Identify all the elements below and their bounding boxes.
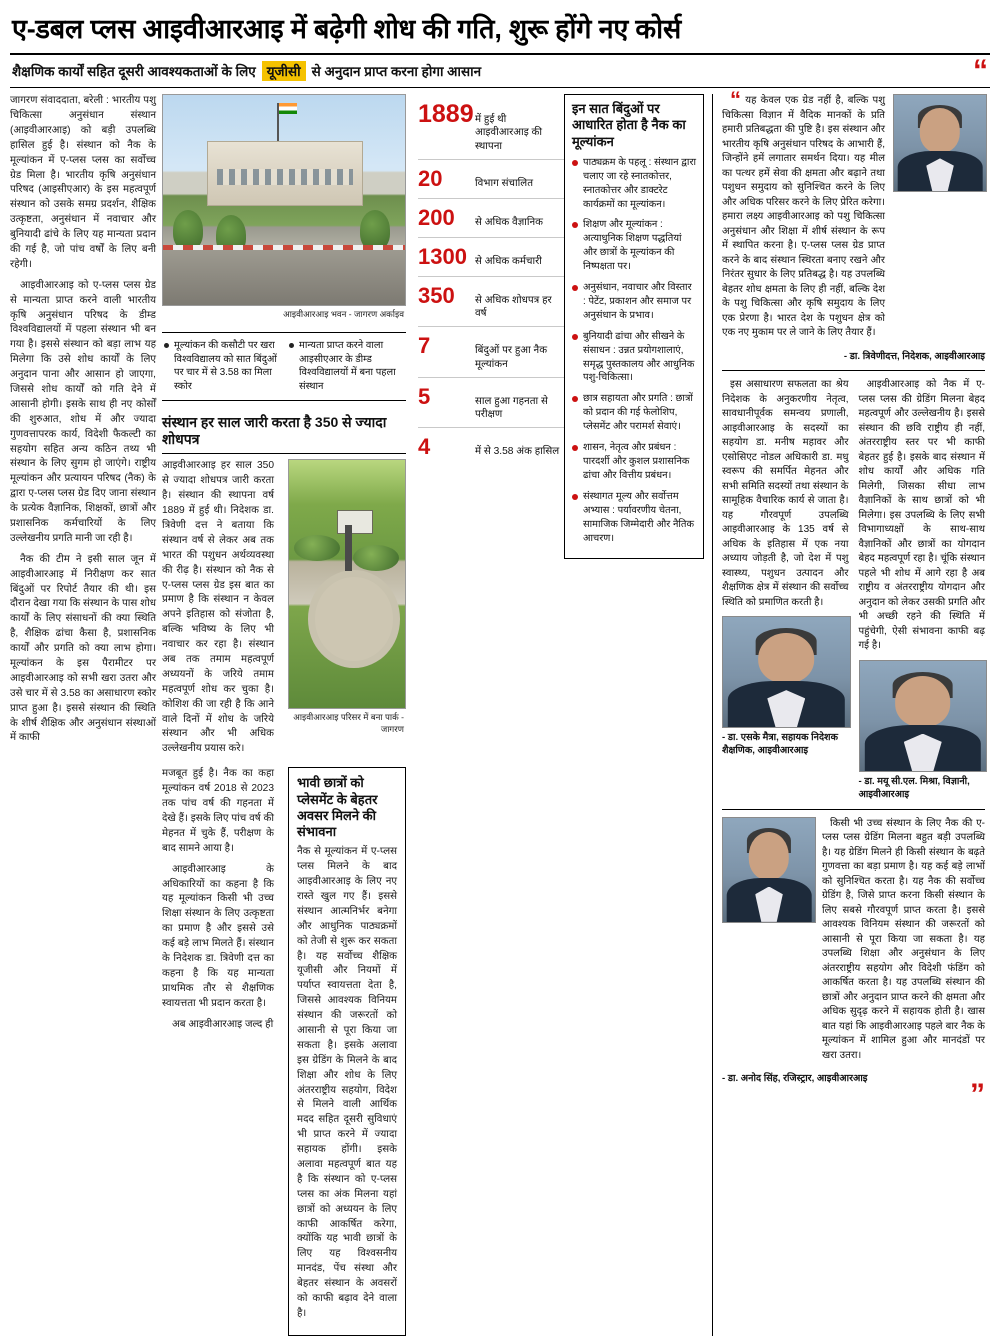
quote-portraits-row (722, 378, 985, 801)
quote-1-credit: - डा. एसके मैत्रा, सहायक निदेशक शैक्षणिक, आइवीआरआइ (722, 732, 838, 757)
tree-icon (173, 210, 203, 250)
park-circle-path (308, 570, 401, 668)
bullet-icon (572, 445, 578, 451)
stat-row (418, 160, 564, 199)
bush-icon (294, 535, 340, 561)
park-post (345, 525, 352, 571)
stat-label: से अधिक वैज्ञानिक (475, 216, 544, 228)
evaluation-point (572, 392, 696, 434)
divider (722, 370, 985, 371)
story2-paragraph: आइवीआरआइ हर साल 350 से ज्यादा शोधपत्र जारी करता है। संस्थान की स्थापना वर्ष 1889 में हुई थी। निदेशक डा. त्रिवेणी दत्त ने बताया कि संस्थान वर्ष से लेकर अब तक भारत की पशुधन अर्थव्यवस्था की रीढ़ है। संस्थान को नैक से ए-प्लस प्लस ग्रेड इस बात का प्रमाण है कि संस्थान न केवल अपने इतिहास को संजोता है, बल्कि भविष्य के लिए भी नवाचार कर रहा है। संस्थान अब तक तमाम महत्वपूर्ण अध्ययनों के जरिये तमाम महत्वपूर्ण शोध कर चुका है। कोशिश की जा रही है कि आने वाले दिनों में शोध के जरिये संस्थान और भी अधिक उल्लेखनीय प्रयास करे। (162, 460, 274, 755)
quote-block-2 (859, 378, 986, 801)
evaluation-point-text: बुनियादी ढांचा और सीखने के संसाधन : उन्नत प्रयोगशालाएं, समृद्ध पुस्तकालय और आधुनिक पशु-चिकित्सा। (583, 330, 695, 384)
evaluation-points-title: इन सात बिंदुओं पर आधारित होता है नैक का मूल्यांकन (572, 101, 686, 149)
evaluation-point (572, 490, 696, 546)
evaluation-point-text: संस्थागत मूल्य और सर्वोत्तम अभ्यास : पर्यावरणीय चेतना, सामाजिक जिम्मेदारी और नैतिक आचरण। (583, 490, 695, 544)
face-shape (758, 633, 814, 684)
mini-point (164, 339, 279, 394)
story3-paragraph-2: आइवीआरआइ के अधिकारियों का कहना है कि यह मूल्यांकन किसी भी उच्च शिक्षा संस्थान के लिए उत्कृष्टता का प्रमाण है और इससे उसे कई बड़े लाभ मिलते हैं। संस्थान के निदेशक डा. त्रिवेणी दत्त का कहना है कि यह मान्यता प्राथमिक तौर से शैक्षणिक स्वायत्तता भी प्रदान करता है। (162, 863, 274, 1009)
evaluation-point-text: छात्र सहायता और प्रगति : छात्रों को प्रदान की गई फेलोशिप, प्लेसमेंट और परामर्श सेवाएं। (583, 393, 693, 433)
stat-label: विभाग संचालित (475, 177, 534, 189)
quote-2-text (859, 378, 986, 654)
director-quote-body: यह केवल एक ग्रेड नहीं है, बल्कि पशु चिकित्सा विज्ञान में वैदिक मानकों के प्रति हमारी प्रतिबद्धता की पुष्टि है। इस संस्थान और भारतीय कृषि अनुसंधान परिषद के आभारी हैं, जिन्होंने हमें लगातार समर्थन दिया। यह मील का पत्थर हमें सेवा की क्षमता और बढ़ाने तथा पशुधन समुदाय को सुनिश्चित करने के लिए और अधिक परिसर करने के लिए प्रेरित करेगा। हमारा लक्ष्य आइवीआरआइ को पशु चिकित्सा अनुसंधान और शिक्षा में शीर्ष संस्थान के रूप में स्थापित करना है। ए-प्लस प्लस ग्रेड प्राप्त करने के बाद संस्थान स्थिरता बनाए रखने और निरंतर सुधार के लिए प्रतिबद्ध है। यह उपलब्धि बेहतर शोध क्षमता के लिए ही नहीं, बल्कि देश के पशु चिकित्सा और कृषि समुदाय के लिए एक प्रेरणा है। भारत देश के पशुधन क्षेत्र को एक नए मुकाम पर ले जाने के लिए तैयार हैं। (722, 95, 885, 339)
lead-paragraph-3: नैक की टीम ने इसी साल जून में आइवीआरआइ में निरीक्षण कर सात बिंदुओं पर रिपोर्ट तैयार की थी। इस दौरान देखा गया कि संस्थान के पास शोध कार्यों के लिए संसाधनों की क्या स्थिति है, शैक्षिक ढांचा कैसा है, प्रशासनिक कार्यों और प्रगति को क्या लाभ होगा। मूल्यांकन के इस पैरामीटर पर आइवीआरआइ को सभी खरा उतरा और उसे चार में से 3.58 का असाधारण स्कोर प्राप्त हुआ है। इससे संस्थान की स्थिति के शीर्ष शैक्षिक और अनुसंधान संस्थाओं में काफी (10, 553, 156, 744)
director-quote-text (722, 87, 885, 347)
subheadline-post: से अनुदान प्राप्त करना होगा आसान (311, 64, 482, 80)
stat-row (418, 199, 564, 238)
stat-label: में हुई थी आइवीआरआइ की स्थापना (475, 114, 543, 152)
content-grid (10, 87, 990, 1319)
mini-point (289, 339, 404, 394)
subheadline-highlight: यूजीसी (262, 61, 306, 81)
stat-label: से अधिक कर्मचारी (475, 255, 542, 267)
quote-block-1 (722, 378, 849, 801)
evaluation-point-text: पाठ्यक्रम के पहलू : संस्थान द्वारा चलाए जा रहे स्नातकोत्तर, स्नातकोत्तर और डाक्टरेट कार्यक्रमों का मूल्यांकन। (583, 156, 696, 210)
subheadline-pre: शैक्षणिक कार्यों सहित दूसरी आवश्यकताओं के लिए (12, 64, 256, 80)
evaluation-point (572, 218, 696, 274)
director-quote-paragraph (722, 87, 885, 341)
column-quotes (713, 87, 985, 1336)
stat-label: साल हुआ गहनता से परीक्षण (475, 395, 548, 421)
road-shape (163, 250, 405, 305)
divider (722, 809, 985, 810)
evaluation-points-list (572, 156, 696, 546)
registrar-quote-credit: - डा. अनोद सिंह, रजिस्ट्रार, आइवीआरआइ (722, 1073, 868, 1085)
registrar-quote-text (822, 817, 985, 1070)
page-headline: ए-डबल प्लस आइवीआरआइ में बढ़ेगी शोध की गति, शुरू होंगे नए कोर्स (10, 8, 990, 55)
stat-label: से अधिक शोधपत्र हर वर्ष (475, 294, 552, 320)
stat-value: 20 (418, 165, 443, 191)
face-shape (749, 832, 789, 880)
lead-paragraph-1: जागरण संवाददाता, बरेली : भारतीय पशु चिकित्सा अनुसंधान संस्थान (आइवीआरआइ) को बड़ी उपलब्धि हासिल हुई है। संस्थान को नैक के मूल्यांकन में ए-प्लस प्लस का सर्वोच्च ग्रेड मिला है। भारतीय कृषि अनुसंधान परिषद (आइसीएआर) के इस महत्वपूर्ण संस्थान को उसके समग्र प्रदर्शन, शैक्षिक उत्कृष्टता, अनुसंधान में नवाचार और बुनियादी ढांचे के लिए यह मान्यता प्रदान की गई है, जो पांच वर्षों के लिए बनी रहेगी। (10, 95, 156, 270)
stat-row (418, 378, 564, 429)
stat-value: 1889 (418, 100, 474, 129)
quote-1-text (722, 378, 849, 610)
evaluation-point (572, 281, 696, 323)
bullet-icon (289, 343, 294, 348)
bullet-icon (164, 343, 169, 348)
evaluation-point-text: शासन, नेतृत्व और प्रबंधन : पारदर्शी और कुशल प्रशासनिक ढांचा और वित्तीय प्रबंधन। (583, 442, 690, 481)
registrar-portrait (722, 817, 816, 923)
park-photo-caption: आइवीआरआइ परिसर में बना पार्क - जागरण (293, 712, 404, 735)
open-quote-icon: “ (973, 54, 988, 88)
bullet-icon (572, 396, 578, 402)
stat-value: 5 (418, 383, 431, 409)
building-photo-caption: आइवीआरआइ भवन - जागरण अर्काइव (283, 309, 404, 320)
stat-value: 7 (418, 333, 431, 359)
bullet-icon (572, 285, 578, 291)
mini-point-text: मान्यता प्राप्त करने वाला आइसीएआर के डीम्ड विश्वविद्यालयों में बना पहला संस्थान (299, 340, 396, 393)
bullet-icon (572, 222, 578, 228)
quote-1-body: इस असाधारण सफलता का श्रेय निदेशक के अनुकरणीय नेतृत्व, सावधानीपूर्वक समन्वय प्रणाली, आइवीआरआइ के सदस्यों का सहयोग डा. मनीष महावर और एसोसिएट नोडल अधिकारी डा. मधु स्वरूप की समर्पित मेहनत और सभी समिति सदस्यों तथा संस्थान के सामूहिक वैचारिक कार्य से जाता है। यह गौरवपूर्ण उपलब्धि आइवीआरआइ के 135 वर्ष से अधिक के इतिहास में एक नया अध्याय जोड़ती है, जो देश में पशु स्वास्थ्य, पशुधन उत्पादन और शैक्षणिक क्षेत्र में संस्थान की सर्वोच्च स्थिति को प्रमाणित करती है। (722, 379, 849, 608)
story3-paragraph-3: अब आइवीआरआइ जल्द ही (172, 1018, 274, 1030)
building-shape (207, 141, 364, 206)
mini-points-box (162, 332, 406, 401)
stat-value: 350 (418, 282, 455, 308)
evaluation-point-text: अनुसंधान, नवाचार और विस्तार : पेटेंट, प्रकाशन और समाज पर अनुसंधान के प्रभाव। (583, 282, 692, 321)
story3-text (162, 767, 280, 1336)
lead-story-text (10, 94, 162, 746)
bullet-icon (572, 334, 578, 340)
director-quote-credit: - डा. त्रिवेणीदत्त, निदेशक, आइवीआरआइ (843, 350, 985, 362)
story2-text (162, 459, 280, 763)
tree-icon (360, 210, 390, 250)
mini-point-text: मूल्यांकन की कसौटी पर खरा विश्वविद्यालय को सात बिंदुओं पर चार में से 3.58 का मिला स्कोर (174, 340, 277, 393)
evaluation-point-text: शिक्षण और मूल्यांकन : अत्याधुनिक शिक्षण पद्धतियां और छात्रों के मूल्यांकन की निष्पक्षता पर। (583, 219, 682, 273)
stat-row (418, 94, 564, 160)
bullet-icon (572, 160, 578, 166)
column-photos (162, 94, 414, 1336)
stat-row (418, 428, 564, 466)
placement-story-box (288, 767, 406, 1336)
director-portrait (893, 94, 987, 192)
face-shape (920, 108, 960, 152)
registrar-quote-body: किसी भी उच्च संस्थान के लिए नैक की ए-प्लस प्लस ग्रेडिंग मिलना बहुत बड़ी उपलब्धि है। यह ग्रेडिंग मिलने ही किसी संस्थान के बढ़ते गुणवत्ता का बड़ा प्रमाण है। यह कई बड़े लाभों को सुनिश्चित करता है। यह नैक की सर्वोच्च ग्रेडिंग है, जिसे प्राप्त करना किसी संस्थान के लिए सबसे गौरवपूर्ण प्राप्त करता है। इससे आवश्यक विनियम संस्थान की जरूरतों को आसानी से पूरा किया जा सकता है। यह उपलब्धि शिक्षा और अनुसंधान के लिए अंतरराष्ट्रीय सहयोग और विदेशी फंडिंग को आकर्षित करता है। यह उपलब्धि संस्थान की छात्रों और अनुदान प्राप्त करने की क्षमता और अधिक सुदृढ़ करने में सहायक होती है। खास बात यहां कि आइवीआरआइ पहले बार नैक के मूल्यांकन में शामिल हुआ और मानदंडों पर खरा उतरा। (822, 817, 985, 1061)
bush-icon (353, 545, 399, 571)
evaluation-point (572, 441, 696, 483)
stat-value: 1300 (418, 243, 467, 269)
evaluation-points-box (564, 94, 704, 559)
close-quote-icon: ” (970, 1078, 985, 1112)
stat-row (418, 277, 564, 328)
subheadline (10, 55, 990, 88)
officer-portrait-2 (859, 660, 988, 772)
officer-portrait-1 (722, 616, 851, 728)
quote-2-body: आइवीआरआइ को नैक में ए-प्लस प्लस की ग्रेडिंग मिलना बेहद महत्वपूर्ण और उल्लेखनीय है। इससे संस्थान की छवि राष्ट्रीय ही नहीं, अंतरराष्ट्रीय स्तर पर भी काफी बेहतर हुई है। इसके बाद संस्थान में शोध कार्यों और अधिक गति मिलेगी, जिसका सीधा लाभ वैज्ञानिकों के साथ छात्रों को भी मिलेगा। इस उपलब्धि के लिए सभी विभागाध्यक्षों के साथ-साथ वैज्ञानिकों और छात्रों का योगदान बेहद महत्वपूर्ण रहा है। चूंकि संस्थान पहले भी शोध में आगे रहा है अब राष्ट्रीय व अंतरराष्ट्रीय योगदान और अनुदान को लेकर उसकी प्रगति और भी अच्छी रहने की स्थिति में पहुंचेगी, ऐसी संभावना काफी बढ़ गई है। (858, 379, 985, 652)
evaluation-point (572, 330, 696, 386)
story3-paragraph-1: मजबूत हुई है। नैक का कहा मूल्यांकन वर्ष 2018 से 2023 तक पांच वर्ष की गहनता में देखे हैं। इसके लिए पांच वर्ष की मेहनत में चुके हैं, परीक्षण के बाद सामने आया है। (162, 768, 274, 854)
quote-2-credit: - डा. मयू सी.एल. मिश्रा, विज्ञानी, आइवीआरआइ (858, 775, 970, 800)
open-quote-icon: “ (730, 87, 741, 113)
stat-row (418, 327, 564, 378)
column-statistics (414, 94, 564, 1336)
story2-title: संस्थान हर साल जारी करता है 350 से ज्यादा शोधपत्र (162, 409, 406, 455)
lead-paragraph-2: आइवीआरआइ को ए-प्लस प्लस ग्रेड से मान्यता प्राप्त करने वाली भारतीय कृषि अनुसंधान परिषद के डीम्ड विश्वविद्यालयों में पहला संस्थान भी बन गया है। इससे संस्थान को बड़ा लाभ यह मिलेगा कि उसे शोध कार्यों के लिए अनुदान पाना और आसान हो जाएगा, जिससे शोध कार्यों को गति देने में आसानी होगी। इसके साथ ही नए कोर्सों की शुरुआत, शोध में और ज्यादा गुणवत्तापरक कार्य, विदेशी फैकल्टी का सहयोग सहित अन्य कठिन तथ्य भी संस्थान के लिए सुगम हो जाएंगे। राष्ट्रीय मूल्यांकन और प्रत्यायन परिषद (नैक) के द्वारा ए-प्लस प्लस ग्रेड दिए जाना संस्थान के प्रत्येक वैज्ञानिक, शिक्षकों, छात्रों और प्रशासनिक कर्मचारियों के लिए उल्लेखनीय प्रगति मानी जा रही है। (10, 279, 156, 544)
placement-story-text: नैक से मूल्यांकन में ए-प्लस प्लस मिलने के बाद आइवीआरआइ के लिए नए रास्ते खुल गए हैं। इससे संस्थान आत्मनिर्भर बनेगा और आधुनिक पाठ्यक्रमों को तेजी से शुरू कर सकता है। यह सर्वोच्च शैक्षिक यूजीसी और नियमों में पर्याप्त स्वायत्तता देता है, जिससे आवश्यक विनियम संस्थान की जरूरतों को आसानी से पूरा किया जा सकता है। इसके अलावा इस ग्रेडिंग के मिलने के बाद शिक्षा और शोध के लिए अंतरराष्ट्रीय सहयोग, विदेश से मिलने वाली आर्थिक मदद सहित दूसरी सुविधाएं भी प्राप्त करने में ज्यादा सहायक होंगी। इसके अलावा महत्वपूर्ण बात यह है कि संस्थान को ए-प्लस प्लस का अंक मिलना यहां छात्रों को अध्ययन के लिए काफी आकर्षित करेगा, क्योंकि यह भावी छात्रों के लिए यह विश्वसनीय मानदंड, पेंच संस्था और बेहतर संस्थान के अवसरों को काफी बढ़ाव देने वाला है। (297, 846, 397, 1319)
bullet-icon (572, 494, 578, 500)
stat-label: में से 3.58 अंक हासिल (475, 446, 560, 458)
face-shape (895, 676, 951, 727)
stat-value: 200 (418, 204, 455, 230)
ivri-building-photo (162, 94, 406, 306)
column-lead-story (10, 94, 162, 1336)
column-evaluation-points (564, 94, 712, 1336)
placement-story-title: भावी छात्रों को प्लेसमेंट के बेहतर अवसर मिलने की संभावना (297, 775, 378, 840)
park-sign (337, 510, 373, 534)
ivri-park-photo (288, 459, 406, 709)
stat-row (418, 238, 564, 277)
evaluation-point (572, 156, 696, 212)
stat-label: बिंदुओं पर हुआ नैक मूल्यांकन (475, 345, 548, 370)
stat-value: 4 (418, 434, 431, 460)
